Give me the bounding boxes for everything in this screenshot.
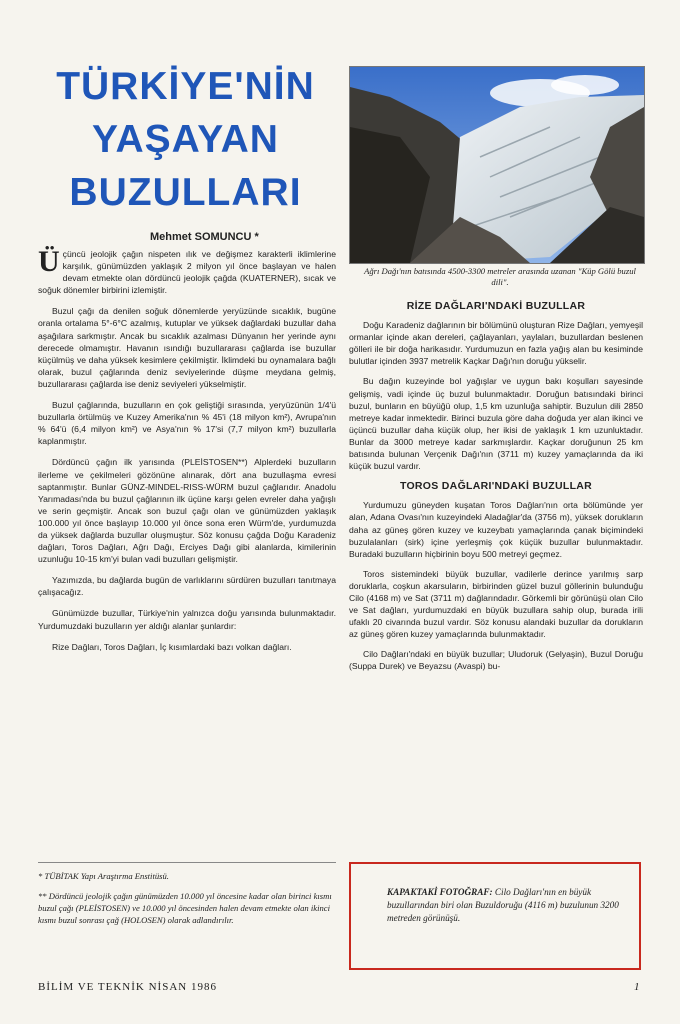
cover-box-label: KAPAKTAKİ FOTOĞRAF: <box>387 887 493 897</box>
paragraph: Yurdumuzu güneyden kuşatan Toros Dağları'nın orta bölümünde yer alan, Adana Ovası'nın kuzeyindeki Aladağlar'da (3756 m), yüksek dorukların daha az güneş gören kuzey ve kuzeybatı yamaçlarında çanak biçimindeki buzulalanları (sirk) içine yerleşmiş çok küçük buzullar bulunmaktadır. Buradaki buzulların hiçbirinin boyu 500 metreyi geçmez. <box>349 500 643 559</box>
right-column <box>349 300 643 681</box>
glacier-photo-illustration <box>350 67 644 263</box>
paragraph: Yazımızda, bu dağlarda bugün de varlıklarını sürdüren buzulları tanıtmaya çalışacağız. <box>38 575 336 598</box>
left-column <box>38 245 336 662</box>
title-line-1: TÜRKİYE'NİN <box>56 65 315 108</box>
section-heading-toros: TOROS DAĞLARI'NDAKİ BUZULLAR <box>399 480 593 493</box>
paragraph: Doğu Karadeniz dağlarının bir bölümünü oluşturan Rize Dağları, yemyeşil ormanlar içinde akan dereleri, çağlayanları, yaylaları, buzullardan beslenen gölleri ile bir doğa harikasıdır. Yurdumuzun en fazla yağış alan bu kesiminde bulutlar içinden 3937 metrelik Kaçkar Dağı'nın doruğu yükselir. <box>349 320 643 367</box>
footnote-1: * TÜBİTAK Yapı Araştırma Enstitüsü. <box>38 871 169 881</box>
paragraph: Toros sistemindeki büyük buzullar, vadilerle derince yarılmış sarp doruklarla, coşkun akarsuların, birbirinden güzel buzul göllerinin bulunduğu Cilo (4168 m) ve Sat (3711 m) dağlarındadır. Görkemli bir görünüşü olan Cilo ve Sat dağları, yurdumuzdaki en büyük buzullara sahip olup, burada irili ufaklı 20 civarında buzul vardır. Söz konusu alandaki buzullar da dorukların az güneş gören kuzey yamaçlarında bulunmaktadır. <box>349 568 643 640</box>
paragraph: Cilo Dağları'ndaki en büyük buzullar; Uludoruk (Gelyaşin), Buzul Doruğu (Suppa Durek) ve Beyazsu (Avaspi) bu- <box>349 649 643 672</box>
paragraph: Buzul çağlarında, buzulların en çok geliştiği sırasında, yeryüzünün 1/4'ü buzullarla örtülmüş ve Kuzey Amerika'nın % 45'i (18 milyon km²), Avrupa'nın % 64'ü (6,4 milyon km²) ve Asya'nın % 17'si (7,7 milyon km²) buzullarla kaplanmıştır. <box>38 400 336 447</box>
paragraph-intro: Üçüncü jeolojik çağın nispeten ılık ve değişmez karakterli iklimlerine karşılık, günümüzden yaklaşık 2 milyon yıl önce başlayan ve halen devam etmekte olan dördüncü jeolojik çağda (KUATERNER), sıcak ve soğuk dönemler birbirini izlemiştir. <box>38 245 336 296</box>
cover-box-text: Cilo Dağları'nın en büyük buzullarından biri olan Buzuldoruğu (4116 m) buzulunun 3200 metreden görünüşü. <box>387 887 619 923</box>
page-number: 1 <box>634 981 640 993</box>
section-heading-rize: RİZE DAĞLARI'NDAKİ BUZULLAR <box>406 300 586 312</box>
cover-photo-box <box>349 862 641 970</box>
paragraph: Buzul çağı da denilen soğuk dönemlerde yeryüzünde sıcaklık, bugüne oranla ortalama 5°-6°C azalmış, kutuplar ve yüksek dağlardaki buzullar daha aşağılara sarkmıştır. Ancak bu sıcaklık azalması Dünyanın her yerinde aynı derecede olmamıştır. Havanın ısındığı buzullararası çağlarda ise buzullar küçülmüş ve daha yüksek kesimlere çekilmiştir. İklimdeki bu oynamalara bağlı olarak, buzul çağlarında deniz seviyelerinde düşme meydana gelmiş, buzullararası çağlarda ise deniz seviyeleri yükselmiştir. <box>38 306 336 389</box>
paragraph: Rize Dağları, Toros Dağları, İç kısımlardaki bazı volkan dağları. <box>52 641 292 652</box>
photo-caption: Ağrı Dağı'nın batısında 4500-3300 metreler arasında uzanan "Küp Gölü buzul dili". <box>364 266 636 287</box>
footnote-2: ** Dördüncü jeolojik çağın günümüzden 10.000 yıl öncesine kadar olan birinci kısmı buzul çağı (PLEİSTOSEN) ve 10.000 yıl öncesinden halen devam etmekte olan ikinci kısmı buzul sonrası çağ (HOLOSEN) olarak adlandırılır. <box>38 891 332 925</box>
paragraph: Bu dağın kuzeyinde bol yağışlar ve uygun bakı koşulları sayesinde gelişmiş, vadi içinde üç buzul bulunmaktadır. Doruğun batısındaki birinci buzul, bunların en büyüğü olup, 1,5 km uzunluğa sahiptir. Buzulun dili 2850 metreye kadar inmektedir. Birinci buzula göre daha doğuda yer alan ikinci ve üçüncü buzullar daha küçük olup, her ikisi de yaklaşık 1 km uzunluktadır. Bunlar da 3000 metreye kadar sarkmışlardır. Kaçkar doruğunun 25 km batısında bulunan Verçenik Dağı'nın (3711 m) kuzey yamaçlarında da iki küçük buzul vardır. <box>349 376 643 472</box>
glacier-photo <box>349 66 645 264</box>
paragraph: Günümüzde buzullar, Türkiye'nin yalnızca doğu yarısında bulunmaktadır. Yurdumuzdaki buzulların yer aldığı alanlar şunlardır: <box>38 608 336 631</box>
article-title <box>28 60 343 219</box>
paragraph: Dördüncü çağın ilk yarısında (PLEİSTOSEN**) Alplerdeki buzulların ilerleme ve çekilmeleri gözönüne alınarak, dört ana buzullaşma evresi saptanmıştır. Bunlar GÜNZ-MINDEL-RISS-WÜRM buzul çağlarıdır. Anadolu Yarımadası'nda bu buzul çağlarının ilk üçüne karşı gelen evreler daha yağışlı ve serin geçmiştir. Ancak son buzul çağı olan ve günümüzden yaklaşık 100.000 yıl önce başlayıp 10.000 yıl önce sona eren Würm'de, yurdumuzda da yüksek dağlarda buzullar oluşmuştur. Söz konusu çağda Doğu Karadeniz dağları, Toros Dağları, Ağrı Dağı, Erciyes Dağı gibi alanlarda, kimilerinin uzunluğu 10-15 km'yi bulan vadi buzulları gelişmiştir. <box>38 457 336 565</box>
title-line-3: BUZULLARI <box>69 171 302 214</box>
title-line-2: YAŞAYAN <box>92 118 279 161</box>
footer-magazine-info: BİLİM VE TEKNİK NİSAN 1986 <box>38 981 217 993</box>
drop-cap: Ü <box>38 245 60 278</box>
author-name: Mehmet SOMUNCU * <box>150 231 259 243</box>
footnote-divider <box>38 862 336 863</box>
footnotes <box>38 870 338 934</box>
